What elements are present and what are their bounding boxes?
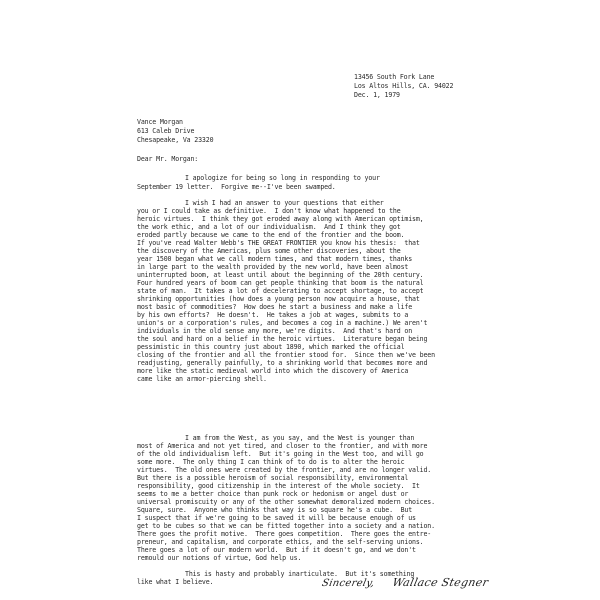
text-line: shrinking opportunities (how does a young person now acquire a house, that: [137, 295, 420, 303]
text-line: more like the static medieval world into which the discovery of America: [137, 367, 409, 375]
text-line: in large part to the wealth provided by the new world, have been almost: [137, 263, 409, 271]
text-line: But there is a possible heroism of social responsibility, environmental: [137, 474, 409, 482]
text-line: readjusting, generally painfully, to a shrinking world that becomes more and: [137, 359, 428, 367]
text-line: There goes a lot of our modern world. But if it doesn't go, and we don't: [137, 546, 416, 554]
text-line: eroded partly because we came to the end of the frontier and the boom.: [137, 231, 405, 239]
text-line: Four hundred years of boom can get people thinking that boom is the natural: [137, 279, 424, 287]
closing: Sincerely,: [320, 578, 376, 589]
recipient-address-line: Chesapeake, Va 23320: [137, 136, 214, 144]
text-line: get to be cubes so that we can be fitted together into a society and a nation.: [137, 522, 435, 530]
text-line: This is hasty and probably inarticulate. But it's something: [185, 570, 415, 578]
text-line: came like an armor-piercing shell.: [137, 375, 267, 383]
text-line: remould our notions of virtue, God help us.: [137, 554, 302, 562]
text-line: preneur, and capitalism, and corporate ethics, and the self-serving unions.: [137, 538, 424, 546]
text-line: responsibility, good citizenship in the interest of the whole society. It: [137, 482, 420, 490]
text-line: some more. The only thing I can think of to do is to alter the heroic: [137, 458, 405, 466]
text-line: heroic virtues. I think they got eroded away along with American optimism,: [137, 215, 424, 223]
text-line: uninterrupted boom, at least until about the beginning of the 20th century.: [137, 271, 424, 279]
text-line: I suspect that if we're going to be saved it will be because enough of us: [137, 514, 416, 522]
text-line: Square, sure. Anyone who thinks that way is so square he's a cube. But: [137, 506, 413, 514]
text-line: If you've read Walter Webb's THE GREAT FRONTIER you know his thesis: that: [137, 239, 420, 247]
handwritten-signature: [320, 576, 490, 589]
text-line: I am from the West, as you say, and the West is younger than: [185, 434, 415, 442]
text-line: I apologize for being so long in responding to your: [185, 174, 380, 182]
text-line: There goes the profit motive. There goes competition. There goes the entre-: [137, 530, 432, 538]
text-line: union's or a corporation's rules, and becomes a cog in a machine.) We aren't: [137, 319, 428, 327]
text-line: seems to me a better choice than punk rock or hedonism or angel dust or: [137, 490, 409, 498]
sender-address-line: Los Altos Hills, CA. 94022: [354, 82, 454, 90]
text-line: the discovery of the Americas, plus some other discoveries, about the: [137, 247, 401, 255]
text-line: September 19 letter. Forgive me--I've been swamped.: [137, 183, 336, 191]
text-line: individuals in the old sense any more, we're digits. And that's hard on: [137, 327, 413, 335]
recipient-address-line: 613 Caleb Drive: [137, 127, 195, 135]
text-line: by his own efforts? He doesn't. He takes a job at wages, submits to a: [137, 311, 409, 319]
text-line: I wish I had an answer to your questions that either: [185, 199, 384, 207]
text-line: like what I believe.: [137, 578, 214, 586]
text-line: closing of the frontier and all the frontier stood for. Since then we've been: [137, 351, 435, 359]
signature-name: Wallace Stegner: [391, 576, 490, 589]
text-line: you or I could take as definitive. I don't know what happened to the: [137, 207, 401, 215]
letter-date: Dec. 1, 1979: [354, 91, 400, 99]
text-line: pessimistic in this country just about 1890, which marked the official: [137, 343, 405, 351]
text-line: virtues. The old ones were created by the frontier, and are no longer valid.: [137, 466, 432, 474]
text-line: of the old individualism left. But it's going in the West too, and will go: [137, 450, 424, 458]
text-line: state of man. It takes a lot of decelerating to accept shortage, to accept: [137, 287, 424, 295]
text-line: the soul and hard on a belief in the heroic virtues. Literature began being: [137, 335, 428, 343]
text-line: year 1500 began what we call modern times, and that modern times, thanks: [137, 255, 413, 263]
text-line: universal promiscuity or any of the other somewhat demoralized modern choices.: [137, 498, 435, 506]
salutation: Dear Mr. Morgan:: [137, 155, 199, 163]
recipient-address-line: Vance Morgan: [137, 118, 183, 126]
text-line: most basic of commodities? How does he start a business and make a life: [137, 303, 413, 311]
sender-address-line: 13456 South Fork Lane: [354, 73, 435, 81]
text-line: the work ethic, and a lot of our individualism. And I think they got: [137, 223, 401, 231]
text-line: most of America and not yet tired, and closer to the frontier, and with more: [137, 442, 428, 450]
